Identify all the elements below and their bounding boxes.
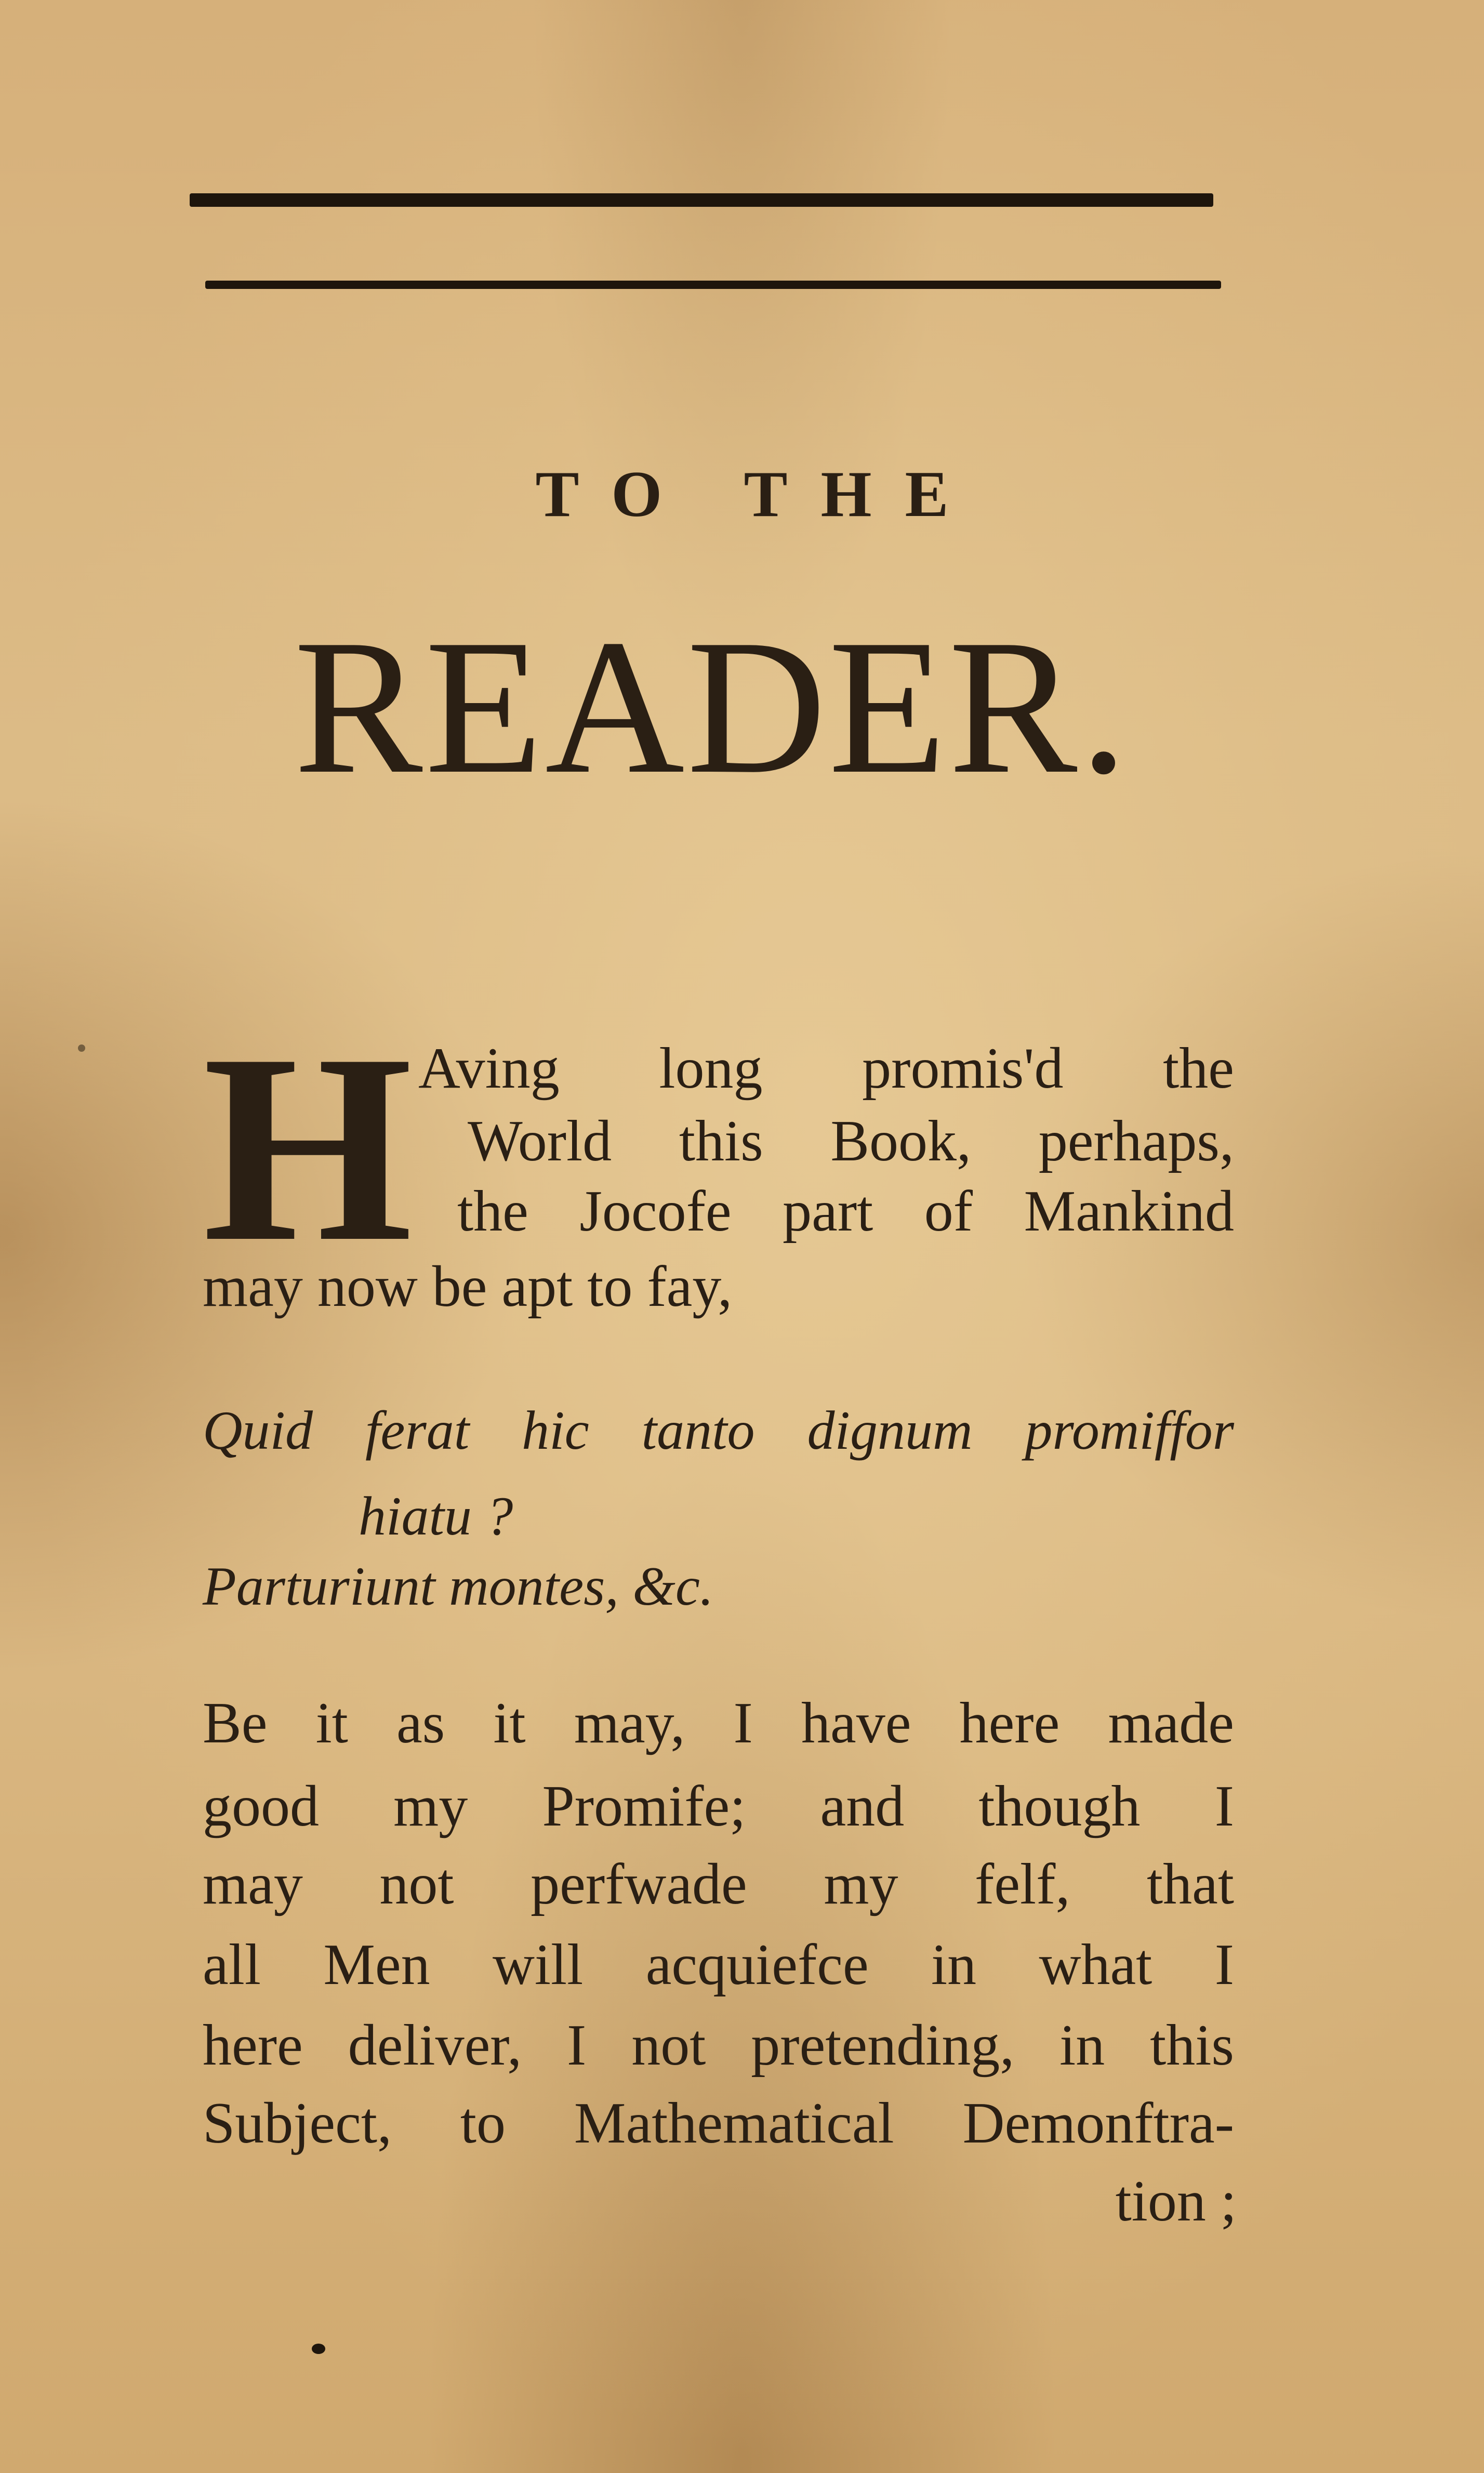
- ink-speck: [78, 1044, 85, 1052]
- catchword: tion ;: [1115, 2169, 1237, 2233]
- verse-line-1: Quid ferat hic tanto dignum promiffor: [203, 1400, 1234, 1461]
- paragraph1-line-3: the Jocofe part of Mankind: [457, 1179, 1234, 1244]
- drop-cap: H: [203, 999, 413, 1298]
- paragraph2-line-3: may not perfwade my felf, that: [203, 1852, 1234, 1916]
- heading-to-the: TO THE: [535, 458, 982, 531]
- paragraph2-line-6: Subject, to Mathematical Demonftra-: [203, 2091, 1234, 2155]
- paragraph2-line-2: good my Promife; and though I: [203, 1774, 1234, 1839]
- paragraph2-line-4: all Men will acquiefce in what I: [203, 1933, 1234, 1997]
- ink-speck: [312, 2344, 325, 2354]
- paragraph1-line-2: World this Book, perhaps,: [468, 1109, 1234, 1173]
- paragraph1-line-4: may now be apt to fay,: [203, 1254, 733, 1319]
- paragraph1-line-1: Aving long promis'd the: [418, 1036, 1234, 1101]
- verse-line-2: hiatu ?: [359, 1486, 513, 1546]
- paragraph2-line-5: here deliver, I not pretending, in this: [203, 2013, 1234, 2078]
- heading-reader: READER.: [294, 600, 1130, 814]
- paragraph2-line-1: Be it as it may, I have here made: [203, 1691, 1234, 1755]
- second-rule: [205, 281, 1221, 289]
- verse-line-3: Parturiunt montes, &c.: [203, 1556, 714, 1617]
- top-rule: [190, 193, 1213, 207]
